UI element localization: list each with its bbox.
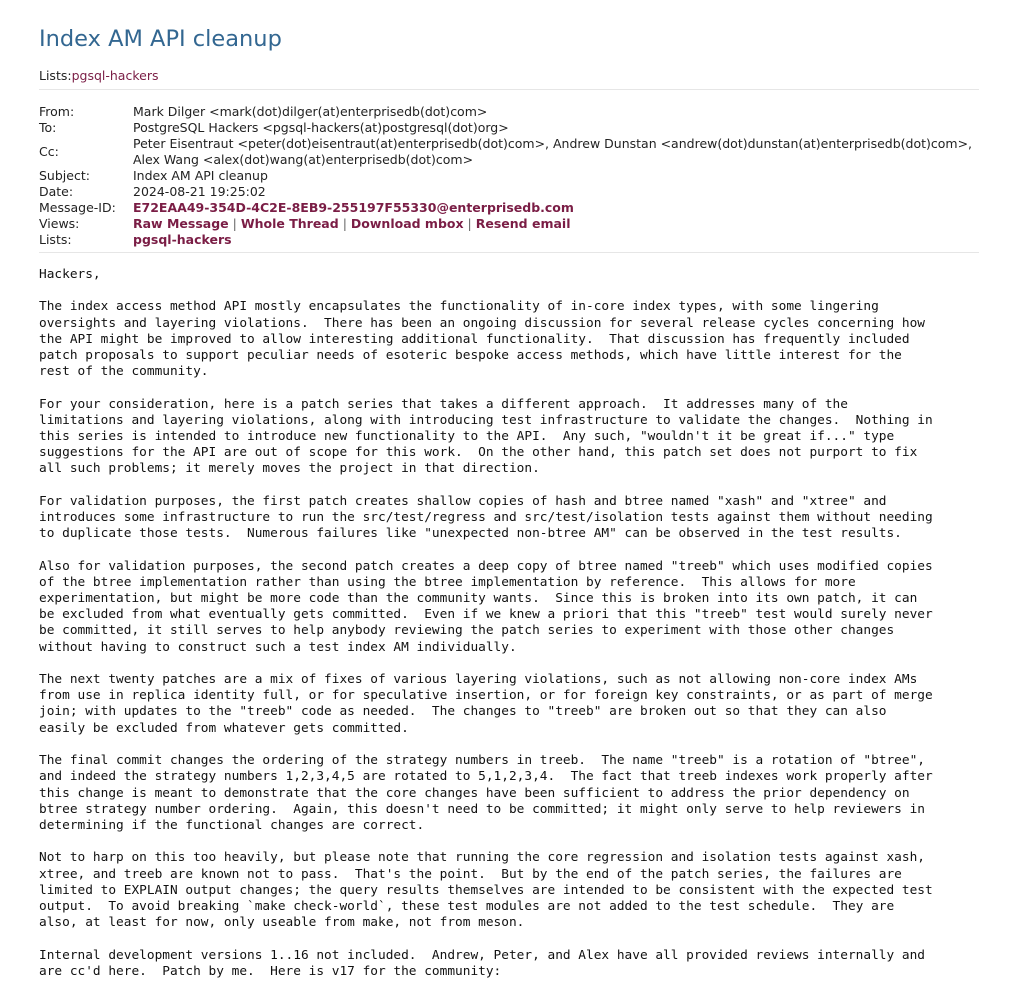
from-value: Mark Dilger <mark(dot)dilger(at)enterprisedb(dot)com> <box>133 104 488 119</box>
views-row <box>39 216 972 232</box>
message-id-row <box>39 200 972 216</box>
lists-link[interactable]: pgsql-hackers <box>71 68 159 83</box>
views-separator: | <box>467 216 472 231</box>
message-body: Hackers, The index access method API mostly encapsulates the functionality of in-core index types, with some lingering oversights and layering violations. There has been an ongoing discussion for several release cycles concerning how the API might be improved to allow interesting additional functionality. That discussion has frequently included patch proposals to support peculiar needs of esoteric bespoke access methods, which have little interest for the rest of the community. For your consideration, here is a patch series that takes a different approach. It addresses many of the limitations and layering violations, along with introducing test infrastructure to validate the changes. Nothing in this series is intended to introduce new functionality to the API. Any such, "wouldn't it be great if..." type suggestions for the API are out of scope for this work. On the other hand, this patch set does not purport to fix all such problems; it merely moves the project in that direction. For validation purposes, the first patch creates shallow copies of hash and btree named "xash" and "xtree" and introduces some infrastructure to run the src/test/regress and src/test/isolation tests against them without needing to duplicate those tests. Numerous failures like "unexpected non-btree AM" can be observed in the test results. Also for validation purposes, the second patch creates a deep copy of btree named "treeb" which uses modified copies of the btree implementation rather than using the btree implementation by reference. This allows for more experimentation, but might be more code than the community wants. Since this is broken into its own patch, it can be excluded from what eventually gets committed. Even if we knew a priori that this "treeb" test would surely never be committed, it still serves to help anybody reviewing the patch series to experiment with those other changes without having to construct such a test index AM individually. The next twenty patches are a mix of fixes of various layering violations, such as not allowing non-core index AMs from use in replica identity full, or for speculative insertion, or for foreign key constraints, or as part of merge join; with updates to the "treeb" code as needed. The changes to "treeb" are broken out so that they can also easily be excluded from whatever gets committed. The final commit changes the ordering of the strategy numbers in treeb. The name "treeb" is a rotation of "btree", and indeed the strategy numbers 1,2,3,4,5 are rotated to 5,1,2,3,4. The fact that treeb indexes work properly after this change is meant to demonstrate that the core changes have been sufficient to address the prior dependency on btree strategy number ordering. Again, this doesn't need to be committed; it might only serve to help reviewers in determining if the functional changes are correct. Not to harp on this too heavily, but please note that running the core regression and isolation tests against xash, xtree, and treeb are known not to pass. That's the point. But by the end of the patch series, the failures are limited to EXPLAIN output changes; the query results themselves are intended to be consistent with the expected test output. To avoid breaking `make check-world`, these test modules are not added to the test schedule. They are also, at least for now, only useable from make, not from meson. Internal development versions 1..16 not included. Andrew, Peter, and Alex have all provided reviews internally and are cc'd here. Patch by me. Here is v17 for the community: <box>39 267 933 979</box>
to-label: To: <box>39 120 57 135</box>
cc-value-line1: Peter Eisentraut <peter(dot)eisentraut(at)enterprisedb(dot)com>, Andrew Dunstan <andrew(dot)dunstan(at)enterprisedb(dot)com>, <box>133 136 973 151</box>
whole-thread-link[interactable]: Whole Thread <box>240 216 339 231</box>
cc-row <box>39 136 972 168</box>
subject-value: Index AM API cleanup <box>133 168 268 183</box>
download-mbox-link[interactable]: Download mbox <box>350 216 464 231</box>
date-value: 2024-08-21 19:25:02 <box>133 184 266 199</box>
header-divider <box>39 89 979 90</box>
lists-label: Lists: <box>39 68 72 83</box>
resend-email-link[interactable]: Resend email <box>475 216 571 231</box>
cc-label: Cc: <box>39 144 59 159</box>
subject-label: Subject: <box>39 168 90 183</box>
message-id-label: Message-ID: <box>39 200 116 215</box>
subject-row <box>39 168 972 184</box>
message-headers <box>39 104 972 248</box>
to-value: PostgreSQL Hackers <pgsql-hackers(at)postgresql(dot)org> <box>133 120 509 135</box>
from-row <box>39 104 972 120</box>
body-divider <box>39 252 979 253</box>
lists-row <box>39 232 972 248</box>
message-id-link[interactable]: E72EAA49-354D-4C2E-8EB9-255197F55330@enterprisedb.com <box>133 200 574 215</box>
cc-value-line2: Alex Wang <alex(dot)wang(at)enterprisedb(dot)com> <box>133 152 474 167</box>
to-row <box>39 120 972 136</box>
lists-row-label: Lists: <box>39 232 72 247</box>
message-page <box>39 24 979 980</box>
views-separator: | <box>342 216 347 231</box>
raw-message-link[interactable]: Raw Message <box>133 216 229 231</box>
views-separator: | <box>232 216 237 231</box>
date-row <box>39 184 972 200</box>
page-title: Index AM API cleanup <box>39 26 282 52</box>
lists-row-link[interactable]: pgsql-hackers <box>133 232 232 247</box>
views-label: Views: <box>39 216 80 231</box>
cc-value <box>133 136 972 168</box>
views-links <box>133 216 972 232</box>
lists-line <box>39 68 979 84</box>
date-label: Date: <box>39 184 74 199</box>
from-label: From: <box>39 104 75 119</box>
